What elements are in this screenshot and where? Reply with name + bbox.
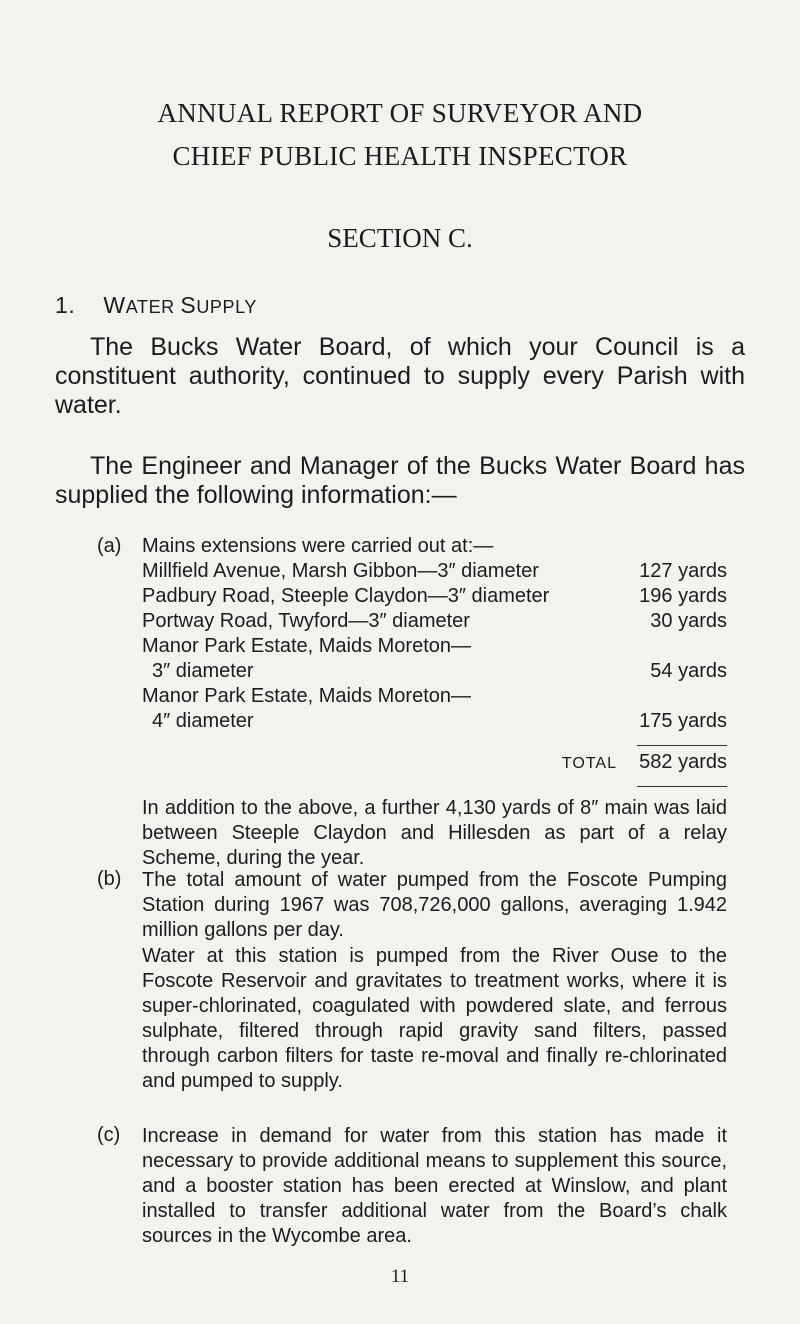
- item-a-note: In addition to the above, a further 4,130 yards of 8″ main was laid between Steeple Claydon and Hillesden as part of a relay Scheme, during the year.: [142, 797, 727, 869]
- heading-rest-2: UPPLY: [196, 297, 258, 317]
- item-b-text-1: The total amount of water pumped from the Foscote Pumping Station during 1967 was 708,726,000 gallons, averaging 1.942 million gallons per day.: [142, 869, 727, 941]
- item-b-text-2: Water at this station is pumped from the River Ouse to the Foscote Reservoir and gravitates to treatment works, where it is super-chlorinated, coagulated with powdered slate, and ferrous sulphate, filtered through rapid gravity sand filters, passed through carbon filters for taste re-moval and finally re-chlorinated and pumped to supply.: [142, 945, 727, 1092]
- heading-rest-1: ATER: [125, 297, 181, 317]
- extension-location: Millfield Avenue, Marsh Gibbon—3″ diameter: [142, 560, 539, 582]
- intro-paragraph-2: The Engineer and Manager of the Bucks Water Board has supplied the following information:—: [55, 452, 745, 509]
- extension-length: 30 yards: [650, 610, 727, 632]
- total-label: TOTAL: [561, 755, 617, 772]
- extension-row: [142, 635, 727, 660]
- extension-row: [142, 710, 727, 735]
- extension-length: 196 yards: [639, 585, 727, 607]
- water-supply-heading: [55, 292, 257, 319]
- item-a-label: (a): [97, 535, 122, 557]
- extension-length: 175 yards: [639, 710, 727, 732]
- item-a-lead-text: Mains extensions were carried out at:—: [142, 535, 494, 557]
- page-number: 11: [390, 1266, 410, 1287]
- total-rule-bottom: [637, 786, 727, 787]
- total-rule-top: [637, 745, 727, 746]
- extension-row: [142, 585, 727, 610]
- heading-number: 1.: [55, 292, 76, 318]
- item-c-text: Increase in demand for water from this station has made it necessary to provide additional means to supplement this source, and a booster station has been erected at Winslow, and plant installed to transfer additional water from the Board’s chalk sources in the Wycombe area.: [142, 1125, 727, 1247]
- extension-length: 54 yards: [650, 660, 727, 682]
- section-heading: SECTION C.: [327, 223, 473, 253]
- extension-location: Manor Park Estate, Maids Moreton—: [142, 635, 472, 657]
- extension-location: 4″ diameter: [152, 710, 254, 732]
- report-title-line-1: ANNUAL REPORT OF SURVEYOR AND: [157, 98, 643, 128]
- report-title-line-2: CHIEF PUBLIC HEALTH INSPECTOR: [172, 141, 628, 171]
- item-a-lead: [142, 535, 727, 560]
- heading-cap-1: W: [103, 292, 126, 318]
- total-value: 582 yards: [639, 751, 727, 773]
- extension-row: [142, 610, 727, 635]
- intro-paragraph-1: The Bucks Water Board, of which your Council is a constituent authority, continued to supply every Parish with water.: [55, 333, 745, 419]
- item-c-label: (c): [97, 1124, 121, 1146]
- heading-cap-2: S: [180, 292, 197, 318]
- total-row: [142, 751, 727, 776]
- extension-location: Manor Park Estate, Maids Moreton—: [142, 685, 472, 707]
- extension-location: Padbury Road, Steeple Claydon—3″ diameter: [142, 585, 550, 607]
- extension-location: 3″ diameter: [152, 660, 254, 682]
- extension-location: Portway Road, Twyford—3″ diameter: [142, 610, 470, 632]
- extension-row: [142, 660, 727, 685]
- extension-length: 127 yards: [639, 560, 727, 582]
- extension-row: [142, 685, 727, 710]
- item-b-label: (b): [97, 868, 122, 890]
- extension-row: [142, 560, 727, 585]
